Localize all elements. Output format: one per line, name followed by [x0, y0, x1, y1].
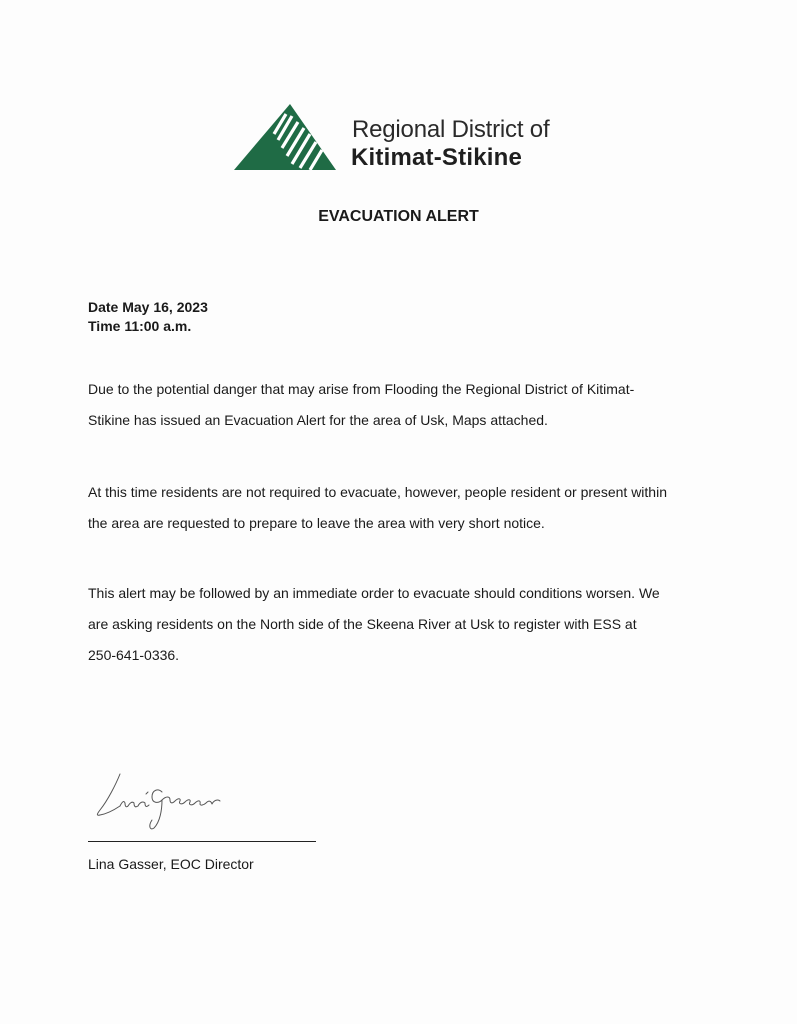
date-time-block: [88, 298, 208, 336]
paragraph-3: [88, 578, 713, 671]
mountain-logo-icon: [234, 104, 336, 170]
paragraph-line: This alert may be followed by an immediate order to evacuate should conditions worsen. We: [88, 585, 660, 601]
handwritten-signature: [92, 770, 242, 832]
time-line: Time 11:00 a.m.: [88, 318, 192, 334]
signer-name: Lina Gasser, EOC Director: [88, 856, 254, 872]
paragraph-1: [88, 374, 713, 436]
org-logo: [234, 102, 574, 174]
paragraph-2: [88, 477, 713, 539]
paragraph-line: At this time residents are not required to evacuate, however, people resident or present within: [88, 484, 667, 500]
date-line: Date May 16, 2023: [88, 299, 208, 315]
document-title: EVACUATION ALERT: [318, 208, 479, 225]
paragraph-line: Due to the potential danger that may arise from Flooding the Regional District of Kitimat-: [88, 381, 635, 397]
org-name-line2: Kitimat-Stikine: [351, 144, 523, 171]
paragraph-line: the area are requested to prepare to leave the area with very short notice.: [88, 515, 545, 531]
paragraph-line: Stikine has issued an Evacuation Alert for the area of Usk, Maps attached.: [88, 412, 548, 428]
org-name-line1: Regional District of: [352, 116, 550, 143]
signature-line: [88, 841, 316, 842]
paragraph-line: are asking residents on the North side of the Skeena River at Usk to register with ESS at: [88, 616, 637, 632]
paragraph-line: 250-641-0336.: [88, 647, 180, 663]
